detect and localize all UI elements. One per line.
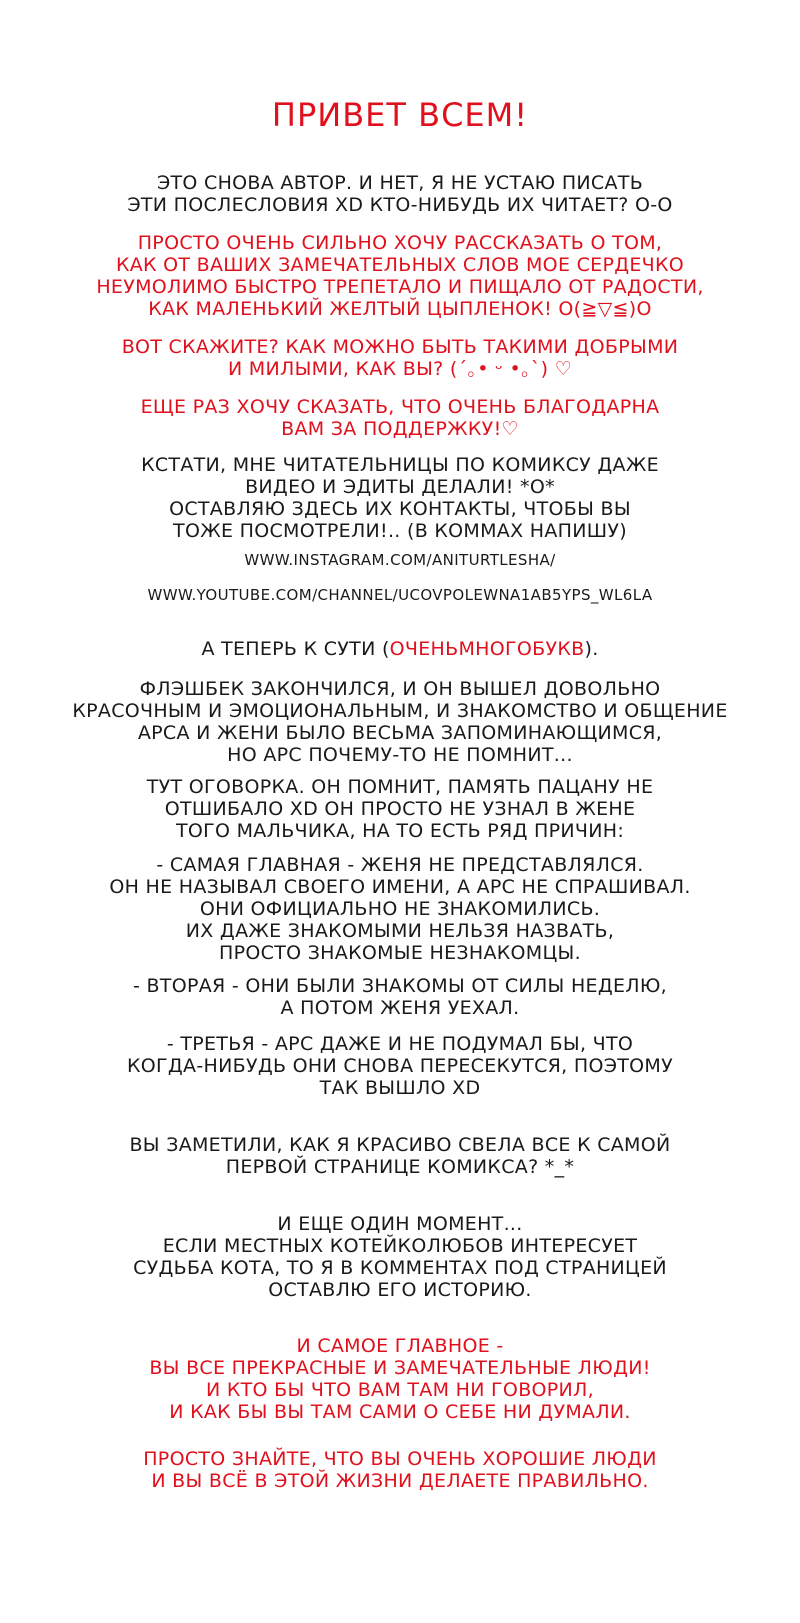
thanks-paragraph	[0, 232, 800, 320]
youtube-link[interactable]	[0, 586, 800, 604]
essence-line	[0, 638, 800, 660]
text-line: ВАМ ЗА ПОДДЕРЖКУ!♡	[281, 418, 519, 440]
text-line: ВЫ ВСЕ ПРЕКРАСНЫЕ И ЗАМЕЧАТЕЛЬНЫЕ ЛЮДИ!	[149, 1357, 651, 1379]
essence-paragraph	[0, 638, 800, 660]
text-line: КРАСОЧНЫМ И ЭМОЦИОНАЛЬНЫМ, И ЗНАКОМСТВО И ОБЩЕНИЕ	[72, 700, 728, 722]
essence-prefix: А ТЕПЕРЬ К СУТИ (	[201, 638, 390, 660]
instagram-url[interactable]: WWW.INSTAGRAM.COM/ANITURTLESHA/	[244, 551, 556, 569]
text-line: ОН НЕ НАЗЫВАЛ СВОЕГО ИМЕНИ, А АРС НЕ СПРАШИВАЛ.	[109, 876, 691, 898]
text-line: ОНИ ОФИЦИАЛЬНО НЕ ЗНАКОМИЛИСЬ.	[199, 898, 601, 920]
reason-one-paragraph	[0, 854, 800, 964]
text-line: ОСТАВЛЯЮ ЗДЕСЬ ИХ КОНТАКТЫ, ЧТОБЫ ВЫ	[169, 498, 631, 520]
title-line: ПРИВЕТ ВСЕМ!	[271, 96, 529, 134]
text-line: ВИДЕО И ЭДИТЫ ДЕЛАЛИ! *О*	[245, 476, 555, 498]
text-line: ОТШИБАЛО XD ОН ПРОСТО НЕ УЗНАЛ В ЖЕНЕ	[164, 798, 636, 820]
text-line: И КТО БЫ ЧТО ВАМ ТАМ НИ ГОВОРИЛ,	[206, 1379, 594, 1401]
text-line: ПРОСТО ЗНАКОМЫЕ НЕЗНАКОМЦЫ.	[219, 942, 581, 964]
question-paragraph	[0, 336, 800, 380]
text-line: ТОГО МАЛЬЧИКА, НА ТО ЕСТЬ РЯД ПРИЧИН:	[175, 820, 625, 842]
text-line: И МИЛЫМИ, КАК ВЫ? (´｡• ᵕ •｡`) ♡	[227, 358, 573, 380]
essence-highlight: ОЧЕНЬМНОГОБУКВ	[389, 638, 585, 660]
text-line: КАК МАЛЕНЬКИЙ ЖЕЛТЫЙ ЦЫПЛЕНОК! O(≧▽≦)O	[148, 298, 652, 320]
gratitude-paragraph	[0, 396, 800, 440]
text-line: И ЕЩЕ ОДИН МОМЕНТ...	[277, 1213, 523, 1235]
closing-paragraph	[0, 1448, 800, 1492]
text-line: НО АРС ПОЧЕМУ-ТО НЕ ПОМНИТ...	[227, 744, 573, 766]
text-line: ТАК ВЫШЛО XD	[319, 1077, 481, 1099]
instagram-link[interactable]	[0, 551, 800, 569]
text-line: А ПОТОМ ЖЕНЯ УЕХАЛ.	[280, 997, 520, 1019]
text-line: КОГДА-НИБУДЬ ОНИ СНОВА ПЕРЕСЕКУТСЯ, ПОЭТОМУ	[126, 1055, 674, 1077]
cat-paragraph	[0, 1213, 800, 1301]
clarification-paragraph	[0, 776, 800, 842]
page-title	[0, 96, 800, 134]
first-page-paragraph	[0, 1134, 800, 1178]
text-line: ИХ ДАЖЕ ЗНАКОМЫМИ НЕЛЬЗЯ НАЗВАТЬ,	[185, 920, 615, 942]
fans-paragraph	[0, 454, 800, 542]
text-line: ВЫ ЗАМЕТИЛИ, КАК Я КРАСИВО СВЕЛА ВСЕ К САМОЙ	[129, 1134, 671, 1156]
text-line: ТОЖЕ ПОСМОТРЕЛИ!.. (В КОММАХ НАПИШУ)	[173, 520, 627, 542]
intro-paragraph	[0, 172, 800, 216]
text-line: КСТАТИ, МНЕ ЧИТАТЕЛЬНИЦЫ ПО КОМИКСУ ДАЖЕ	[141, 454, 659, 476]
text-line: ЕСЛИ МЕСТНЫХ КОТЕЙКОЛЮБОВ ИНТЕРЕСУЕТ	[162, 1235, 638, 1257]
text-line: СУДЬБА КОТА, ТО Я В КОММЕНТАХ ПОД СТРАНИЦЕЙ	[133, 1257, 667, 1279]
text-line: И САМОЕ ГЛАВНОЕ -	[296, 1335, 504, 1357]
text-line: ЭТО СНОВА АВТОР. И НЕТ, Я НЕ УСТАЮ ПИСАТЬ	[156, 172, 644, 194]
flashback-paragraph	[0, 678, 800, 766]
text-line: ТУТ ОГОВОРКА. ОН ПОМНИТ, ПАМЯТЬ ПАЦАНУ НЕ	[146, 776, 654, 798]
text-line: И КАК БЫ ВЫ ТАМ САМИ О СЕБЕ НИ ДУМАЛИ.	[169, 1401, 631, 1423]
text-line: ОСТАВЛЮ ЕГО ИСТОРИЮ.	[268, 1279, 532, 1301]
text-line: - САМАЯ ГЛАВНАЯ - ЖЕНЯ НЕ ПРЕДСТАВЛЯЛСЯ.	[156, 854, 644, 876]
essence-suffix: ).	[584, 638, 599, 660]
text-line: ВОТ СКАЖИТЕ? КАК МОЖНО БЫТЬ ТАКИМИ ДОБРЫМИ	[121, 336, 679, 358]
text-line: ПРОСТО ОЧЕНЬ СИЛЬНО ХОЧУ РАССКАЗАТЬ О ТОМ,	[137, 232, 663, 254]
youtube-url[interactable]: WWW.YOUTUBE.COM/CHANNEL/UCOVPOLEWNA1AB5YPS_WL6LA	[147, 586, 653, 604]
main-thing-paragraph	[0, 1335, 800, 1423]
reason-two-paragraph	[0, 975, 800, 1019]
text-line: И ВЫ ВСЁ В ЭТОЙ ЖИЗНИ ДЕЛАЕТЕ ПРАВИЛЬНО.	[151, 1470, 649, 1492]
text-line: АРСА И ЖЕНИ БЫЛО ВЕСЬМА ЗАПОМИНАЮЩИМСЯ,	[137, 722, 663, 744]
text-line: ПЕРВОЙ СТРАНИЦЕ КОМИКСА? *_*	[225, 1156, 575, 1178]
text-line: ЭТИ ПОСЛЕСЛОВИЯ XD КТО-НИБУДЬ ИХ ЧИТАЕТ? О-О	[127, 194, 673, 216]
text-line: ФЛЭШБЕК ЗАКОНЧИЛСЯ, И ОН ВЫШЕЛ ДОВОЛЬНО	[139, 678, 661, 700]
text-line: ПРОСТО ЗНАЙТЕ, ЧТО ВЫ ОЧЕНЬ ХОРОШИЕ ЛЮДИ	[143, 1448, 657, 1470]
text-line: - ВТОРАЯ - ОНИ БЫЛИ ЗНАКОМЫ ОТ СИЛЫ НЕДЕЛЮ,	[132, 975, 668, 997]
text-line: НЕУМОЛИМО БЫСТРО ТРЕПЕТАЛО И ПИЩАЛО ОТ РАДОСТИ,	[96, 276, 704, 298]
text-line: ЕЩЕ РАЗ ХОЧУ СКАЗАТЬ, ЧТО ОЧЕНЬ БЛАГОДАРНА	[140, 396, 660, 418]
text-line: - ТРЕТЬЯ - АРС ДАЖЕ И НЕ ПОДУМАЛ БЫ, ЧТО	[166, 1033, 634, 1055]
text-line: КАК ОТ ВАШИХ ЗАМЕЧАТЕЛЬНЫХ СЛОВ МОЕ СЕРДЕЧКО	[115, 254, 685, 276]
reason-three-paragraph	[0, 1033, 800, 1099]
